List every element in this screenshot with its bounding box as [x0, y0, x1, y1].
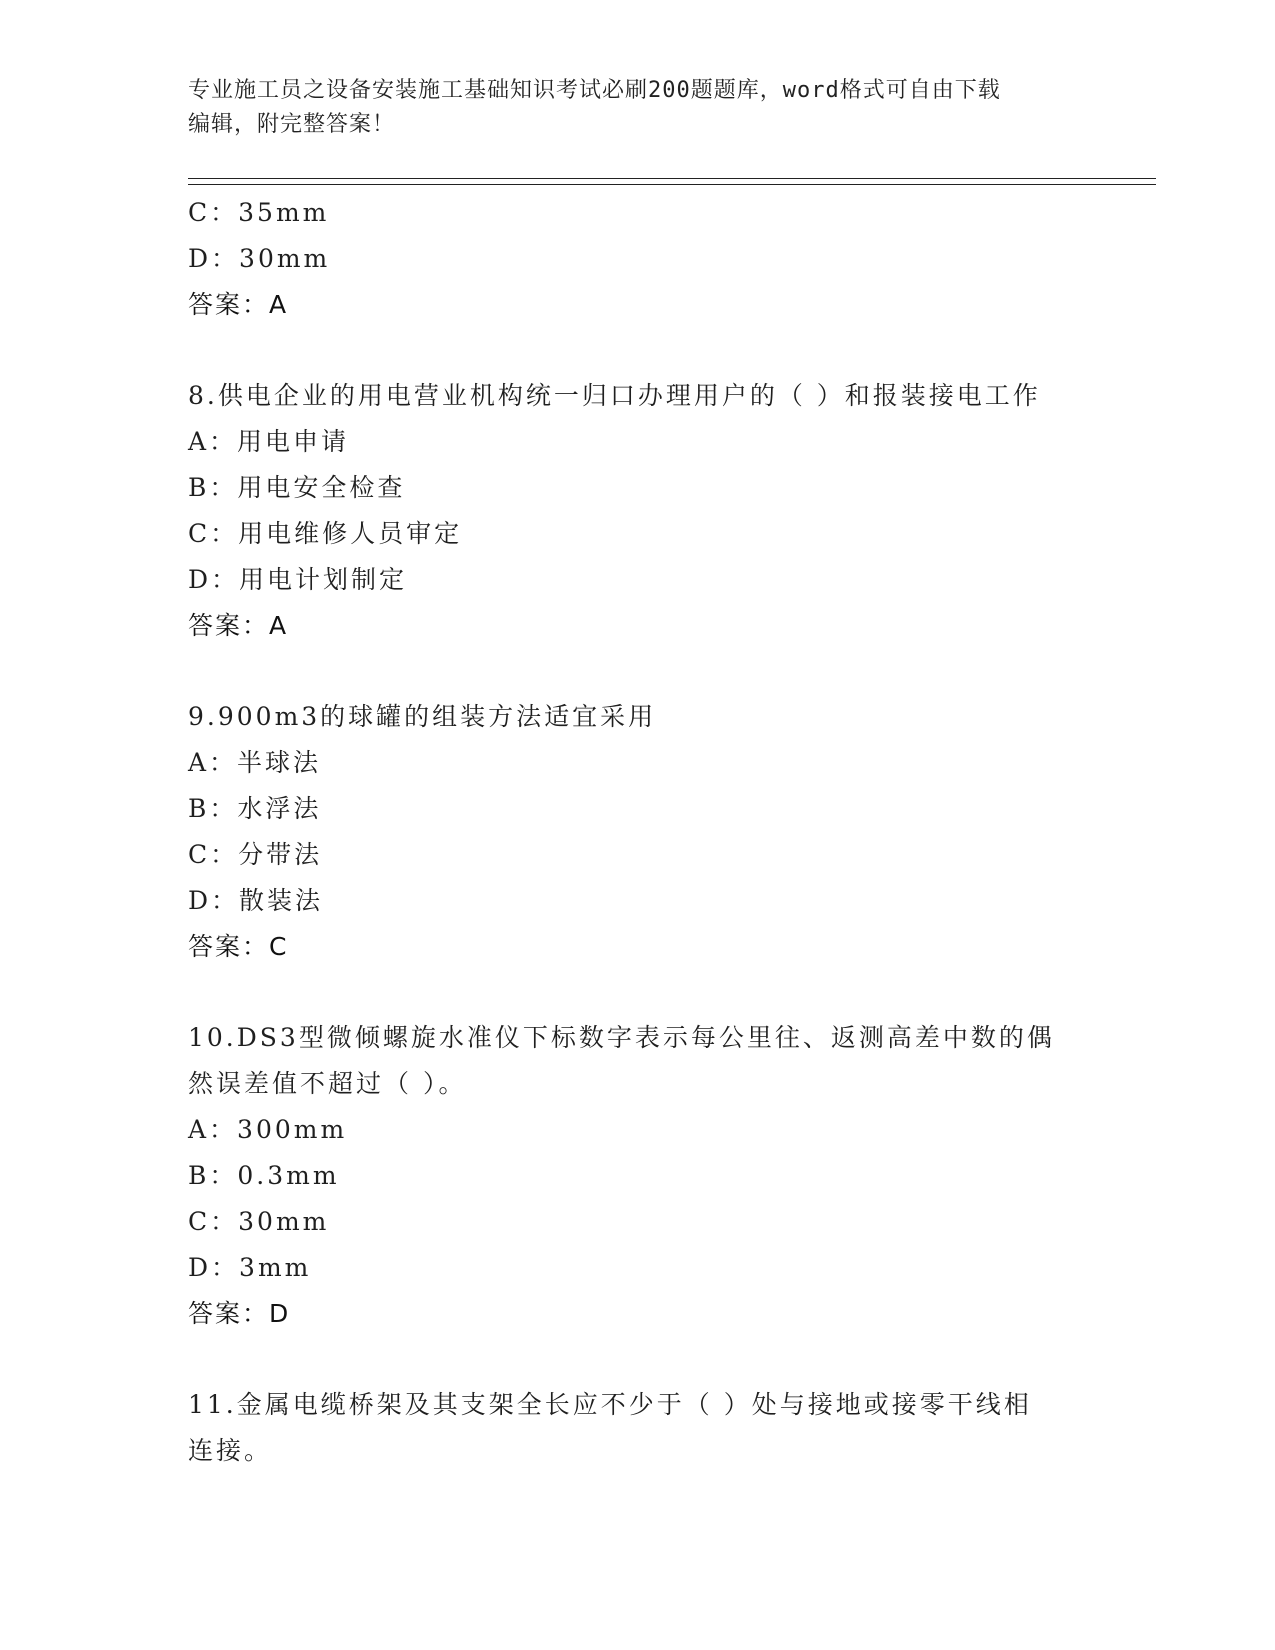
q8-option-d: D：用电计划制定	[188, 565, 408, 594]
q8-answer: 答案：A	[188, 611, 289, 640]
question-11-block	[188, 1382, 1088, 1474]
q7-answer: 答案：A	[188, 290, 289, 319]
q10-option-b: B：0.3mm	[188, 1161, 340, 1190]
q9-option-c: C：分带法	[188, 840, 323, 869]
q9-option-d: D：散装法	[188, 886, 324, 915]
q7-option-d: D：30mm	[188, 244, 331, 273]
q7-option-c: C：35mm	[188, 198, 330, 227]
q8-option-b: B：用电安全检查	[188, 473, 406, 502]
question-10-block	[188, 1015, 1088, 1337]
q10-question-line-2: 然误差值不超过（ ）。	[188, 1069, 467, 1098]
q10-option-c: C：30mm	[188, 1207, 330, 1236]
spacer	[188, 1337, 1088, 1382]
question-8-block	[188, 373, 1088, 649]
q9-option-b: B：水浮法	[188, 794, 322, 823]
q11-question-line-2: 连接。	[188, 1436, 273, 1465]
page-header	[188, 74, 1068, 142]
q9-option-a: A：半球法	[188, 748, 322, 777]
header-double-rule	[188, 178, 1156, 185]
q10-option-a: A：300mm	[188, 1115, 348, 1144]
q10-answer: 答案：D	[188, 1299, 291, 1328]
q8-question: 8.供电企业的用电营业机构统一归口办理用户的（ ）和报装接电工作	[188, 381, 1041, 410]
q8-option-c: C：用电维修人员审定	[188, 519, 463, 548]
question-7-block	[188, 190, 1088, 328]
spacer	[188, 328, 1088, 373]
q10-question-line-1: 10.DS3型微倾螺旋水准仪下标数字表示每公里往、返测高差中数的偶	[188, 1023, 1055, 1052]
q9-question: 9.900m3的球罐的组装方法适宜采用	[188, 702, 657, 731]
q10-option-d: D：3mm	[188, 1253, 312, 1282]
header-line-2: 编辑，附完整答案！	[188, 112, 396, 137]
q9-answer: 答案：C	[188, 932, 289, 961]
q11-question-line-1: 11.金属电缆桥架及其支架全长应不少于（ ）处与接地或接零干线相	[188, 1390, 1032, 1419]
question-9-block	[188, 694, 1088, 970]
q8-option-a: A：用电申请	[188, 427, 350, 456]
question-list	[188, 190, 1088, 1474]
spacer	[188, 970, 1088, 1015]
spacer	[188, 649, 1088, 694]
header-line-1: 专业施工员之设备安装施工基础知识考试必刷200题题库，word格式可自由下载	[188, 78, 1001, 103]
